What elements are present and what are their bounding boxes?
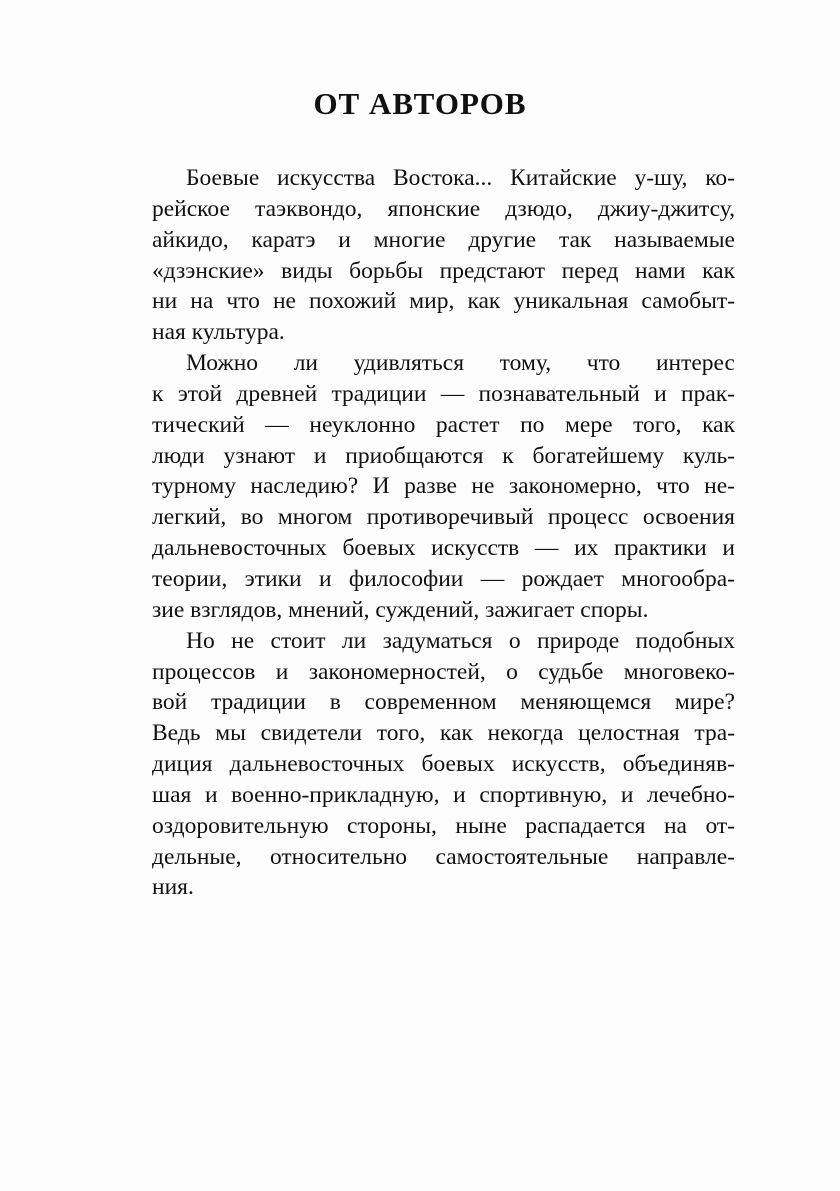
text-line: Боевые искусства Востока... Китайские у-шу, ко- xyxy=(186,165,735,191)
text-line: шая и военно-прикладную, и спортивную, и лечебно- xyxy=(152,781,735,808)
text-line: оздоровительную стороны, ныне распадается на от- xyxy=(152,812,735,839)
text-line: дельные, относительно самостоятельные направле- xyxy=(152,843,735,870)
page-title: ОТ АВТОРОВ xyxy=(313,86,527,121)
paragraph xyxy=(152,626,735,904)
text-line: ния. xyxy=(152,874,194,901)
text-line: люди узнают и приобщаются к богатейшему куль- xyxy=(152,442,735,469)
text-line: теории, этики и философии — рождает многообра- xyxy=(152,565,735,592)
text-line: Но не стоит ли задуматься о природе подобных xyxy=(186,627,735,654)
text-line: тический — неуклонно растет по мере того, как xyxy=(152,411,735,438)
paragraph xyxy=(152,163,735,348)
text-line: «дзэнские» виды борьбы предстают перед нами как xyxy=(152,257,735,284)
text-line: процессов и закономерностей, о судьбе многовеко- xyxy=(152,658,735,685)
text-line: вой традиции в современном меняющемся мире? xyxy=(152,689,735,716)
text-line: ная культура. xyxy=(152,319,285,346)
text-line: айкидо, каратэ и многие другие так называемые xyxy=(152,226,735,253)
text-line: дальневосточных боевых искусств — их практики и xyxy=(152,535,735,562)
paragraph xyxy=(152,348,735,626)
text-line: турному наследию? И разве не закономерно, что не- xyxy=(152,473,735,500)
text-line: диция дальневосточных боевых искусств, объединяв- xyxy=(152,751,735,778)
text-line: рейское таэквондо, японские дзюдо, джиу-джитсу, xyxy=(152,195,735,222)
text-line: ни на что не похожий мир, как уникальная самобыт- xyxy=(152,288,735,315)
body-text xyxy=(152,163,735,903)
text-line: Ведь мы свидетели того, как некогда целостная тра- xyxy=(152,720,735,747)
text-line: к этой древней традиции — познавательный и прак- xyxy=(152,380,735,407)
text-line: Можно ли удивляться тому, что интерес xyxy=(186,350,735,377)
text-line: легкий, во многом противоречивый процесс освоения xyxy=(152,504,735,531)
text-line: зие взглядов, мнений, суждений, зажигает споры. xyxy=(152,596,649,623)
